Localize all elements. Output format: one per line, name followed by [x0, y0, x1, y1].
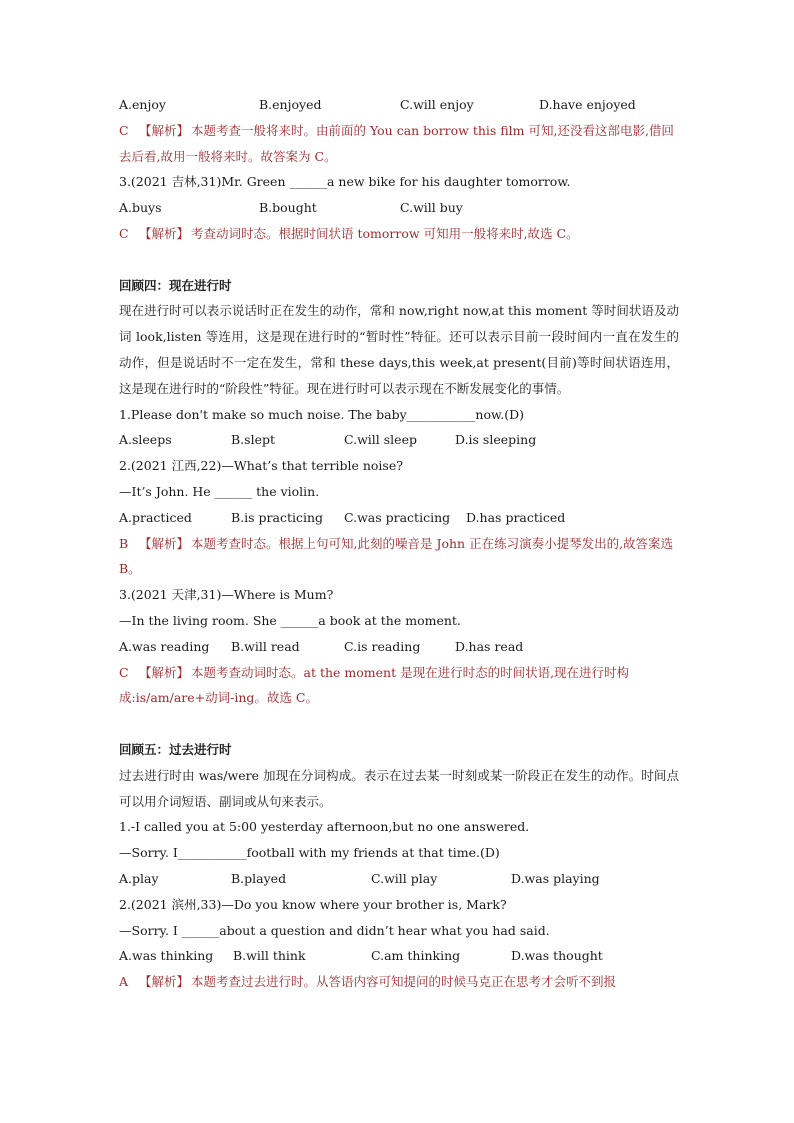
option-a: A.was reading: [119, 638, 210, 654]
option-b: B.is practicing: [231, 509, 324, 525]
analysis-tag: 【解析】: [139, 974, 190, 990]
answer-explanation: [119, 221, 679, 247]
section-intro: 现在进行时可以表示说话时正在发生的动作，常和 now,right now,at this moment 等时间状语及动词 look,listen 等连用，这是现在进行时的“暂时性”特征。还可以表示目前一段时间内一直在发生的动作，但是说话时不一定在发生，常和 these days,this week,at present(目前)等时间状语连用，这是现在进行时的“阶段性”特征。现在进行时可以表示现在不断发展变化的事情。: [119, 303, 679, 396]
analysis-tag: 【解析】: [139, 664, 190, 680]
question-stem: 1.-I called you at 5:00 yesterday afternoon,but no one answered.: [119, 819, 530, 835]
answer-key: C: [119, 122, 129, 138]
option-c: C.will enjoy: [400, 97, 474, 112]
options-row: [119, 943, 679, 969]
option-d: D.has practiced: [466, 509, 566, 525]
option-a: A.practiced: [119, 509, 192, 525]
document-page: [119, 92, 679, 995]
answer-key: B: [119, 535, 129, 551]
option-c: C.will buy: [400, 200, 463, 216]
question-reply: —Sorry. I___________football with my friends at that time.(D): [119, 845, 500, 861]
option-a: A.play: [119, 870, 159, 886]
option-c: C.was practicing: [344, 509, 451, 525]
option-a: A.sleeps: [119, 432, 172, 448]
analysis-tag: 【解析】: [139, 225, 190, 241]
options-row: [119, 866, 679, 892]
option-d: D.has read: [455, 638, 524, 654]
options-row: [119, 634, 679, 660]
option-d: D.was playing: [511, 870, 600, 886]
options-row: [119, 505, 679, 531]
option-a: A.was thinking: [119, 948, 214, 964]
section-intro: 过去进行时由 was/were 加现在分词构成。表示在过去某一时刻或某一阶段正在发生的动作。时间点可以用介词短语、副词或从句来表示。: [119, 767, 679, 809]
options-row: [119, 92, 679, 118]
question-reply: —It’s John. He ______ the violin.: [119, 483, 320, 499]
option-d: D.is sleeping: [455, 432, 537, 448]
option-b: B.enjoyed: [259, 97, 322, 112]
answer-key: C: [119, 664, 129, 680]
question-stem: 1.Please don't make so much noise. The baby___________now.(D): [119, 406, 524, 422]
analysis-text: 考查动词时态。根据时间状语 tomorrow 可知用一般将来时,故选 C。: [191, 225, 579, 241]
option-a: A.enjoy: [119, 97, 166, 112]
option-b: B.bought: [259, 200, 317, 216]
section-heading: 回顾五：过去进行时: [119, 741, 232, 757]
option-c: C.am thinking: [371, 948, 461, 964]
option-b: B.will read: [231, 638, 300, 654]
question-stem: 2.(2021 江西,22)—What’s that terrible noise?: [119, 458, 403, 474]
analysis-text: 本题考查动词时态。at the moment 是现在进行时态的时间状语,现在进行时构成:is/am/are+动词-ing。故选 C。: [119, 664, 630, 706]
option-d: D.have enjoyed: [539, 97, 636, 112]
question-stem: 3.(2021 吉林,31)Mr. Green ______a new bike for his daughter tomorrow.: [119, 174, 571, 190]
question-reply: —Sorry. I ______about a question and didn’t hear what you had said.: [119, 922, 550, 938]
option-c: C.is reading: [344, 638, 421, 654]
option-d: D.was thought: [511, 948, 603, 964]
option-b: B.slept: [231, 432, 275, 448]
option-c: C.will play: [371, 870, 438, 886]
answer-key: C: [119, 225, 129, 241]
analysis-text: 本题考查时态。根据上句可知,此刻的噪音是 John 正在练习演奏小提琴发出的,故答案选 B。: [119, 535, 674, 577]
answer-explanation: [119, 531, 679, 583]
option-a: A.buys: [119, 200, 162, 216]
answer-key: A: [119, 974, 129, 990]
answer-explanation: [119, 660, 679, 712]
answer-explanation: [119, 118, 679, 170]
section-heading: 回顾四：现在进行时: [119, 277, 232, 293]
options-row: [119, 427, 679, 453]
question-stem: 2.(2021 滨州,33)—Do you know where your brother is, Mark?: [119, 896, 507, 912]
options-row: [119, 195, 679, 221]
option-b: B.will think: [233, 948, 306, 964]
option-c: C.will sleep: [344, 432, 417, 448]
analysis-tag: 【解析】: [139, 122, 190, 138]
question-reply: —In the living room. She ______a book at the moment.: [119, 612, 461, 628]
analysis-text: 本题考查一般将来时。由前面的 You can borrow this film 可知,还没看这部电影,借回去后看,故用一般将来时。故答案为 C。: [119, 122, 674, 164]
analysis-tag: 【解析】: [139, 535, 190, 551]
question-stem: 3.(2021 天津,31)—Where is Mum?: [119, 587, 334, 603]
option-b: B.played: [231, 870, 287, 886]
analysis-text: 本题考查过去进行时。从答语内容可知提问的时候马克正在思考才会听不到报: [191, 974, 617, 990]
answer-explanation: [119, 969, 679, 995]
